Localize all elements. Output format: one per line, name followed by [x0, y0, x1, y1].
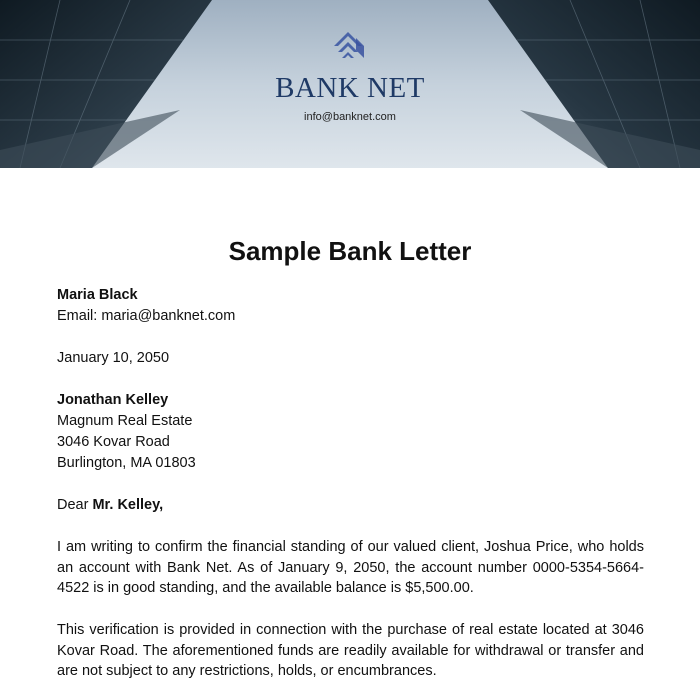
bank-name: BANK NET	[275, 72, 425, 104]
letter-date: January 10, 2050	[57, 350, 170, 366]
body-paragraph-2: This verification is provided in connection with the purchase of real estate located at 3046 Kovar Road. The aforementioned funds are readily available for withdrawal or transfer and are not subject to any restrictions, holds, or encumbrances.	[57, 622, 644, 679]
recipient-company: Magnum Real Estate	[57, 413, 193, 429]
page-title: Sample Bank Letter	[228, 236, 472, 266]
salutation	[57, 495, 163, 516]
recipient-name: Jonathan Kelley	[57, 392, 169, 408]
bank-logo-icon	[330, 28, 366, 64]
sender-email: Email: maria@banknet.com	[57, 308, 236, 324]
sender-name: Maria Black	[57, 287, 138, 303]
body-paragraph-1: I am writing to confirm the financial standing of our valued client, Joshua Price, who holds an account with Bank Net. As of January 9, 2050, the account number 0000-5354-5664-4522 is in good standing, and the available balance is $5,500.00.	[57, 539, 644, 596]
salutation-name: Mr. Kelley,	[92, 497, 164, 513]
recipient-address-line2: Burlington, MA 01803	[57, 455, 196, 471]
salutation-prefix: Dear	[57, 497, 93, 513]
bank-email: info@banknet.com	[304, 111, 396, 123]
recipient-address-line1: 3046 Kovar Road	[57, 434, 170, 450]
header-banner	[0, 0, 700, 168]
